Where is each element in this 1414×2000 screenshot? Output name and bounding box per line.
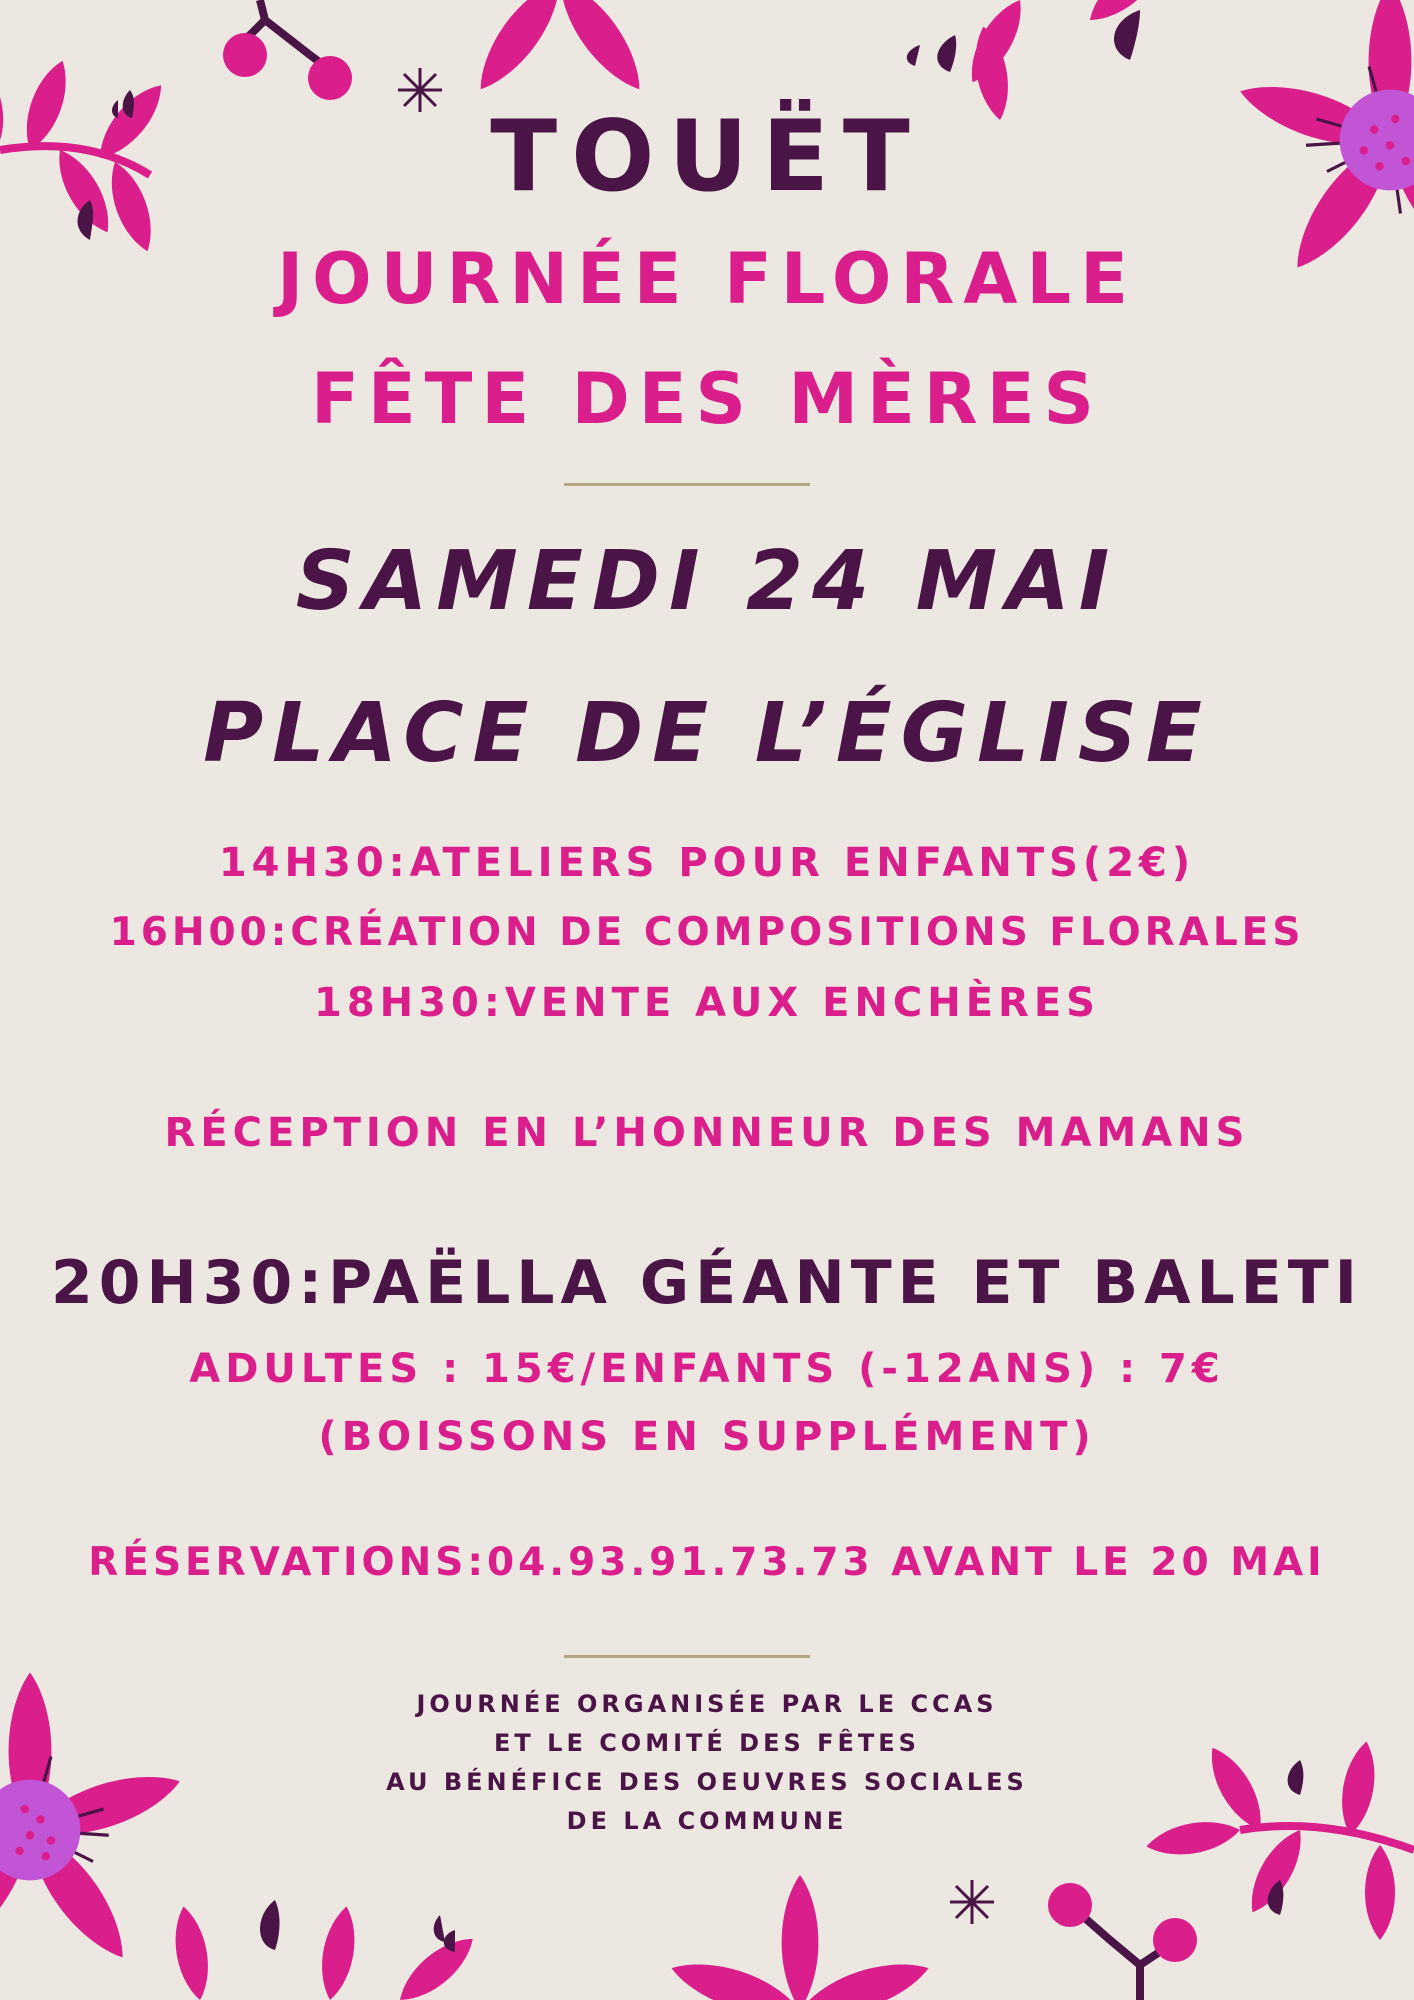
schedule-item: 18H30:VENTE AUX ENCHÈRES	[314, 980, 1100, 1026]
price-info: ADULTES : 15€/ENFANTS (-12ANS) : 7€	[189, 1346, 1225, 1392]
reception-text: RÉCEPTION EN L’HONNEUR DES MAMANS	[164, 1110, 1250, 1156]
flower-icon	[666, 1875, 934, 2000]
event-occasion: FÊTE DES MÈRES	[311, 358, 1103, 440]
leaf-icon	[169, 1904, 483, 2000]
flower-icon	[426, 0, 694, 100]
dinner-headline: 20H30:PAËLLA GÉANTE ET BALETI	[50, 1248, 1363, 1318]
schedule-item: 14H30:ATELIERS POUR ENFANTS(2€)	[218, 840, 1196, 886]
drinks-note: (BOISSONS EN SUPPLÉMENT)	[318, 1414, 1096, 1460]
organizer-line: JOURNÉE ORGANISÉE PAR LE CCAS	[416, 1690, 998, 1718]
event-place: PLACE DE L’ÉGLISE	[203, 686, 1211, 781]
leaf-icon	[907, 10, 1140, 72]
organizer-line: DE LA COMMUNE	[566, 1807, 848, 1835]
organizer-line: ET LE COMITÉ DES FÊTES	[494, 1729, 920, 1757]
organizer-line: AU BÉNÉFICE DES OEUVRES SOCIALES	[386, 1768, 1028, 1796]
leaf-icon	[260, 1900, 455, 1952]
berry-branch-icon	[1048, 1883, 1197, 2000]
event-subtitle: JOURNÉE FLORALE	[277, 238, 1137, 320]
event-date: SAMEDI 24 MAI	[295, 534, 1119, 629]
divider	[564, 1655, 810, 1658]
sparkle-icon	[950, 1880, 994, 1924]
reservation-info: RÉSERVATIONS:04.93.91.73.73 AVANT LE 20 MAI	[88, 1540, 1326, 1585]
berry-branch-icon	[223, 0, 352, 100]
town-title: TOUËT	[490, 100, 924, 214]
schedule-item: 16H00:CRÉATION DE COMPOSITIONS FLORALES	[109, 910, 1305, 955]
divider	[564, 483, 810, 486]
